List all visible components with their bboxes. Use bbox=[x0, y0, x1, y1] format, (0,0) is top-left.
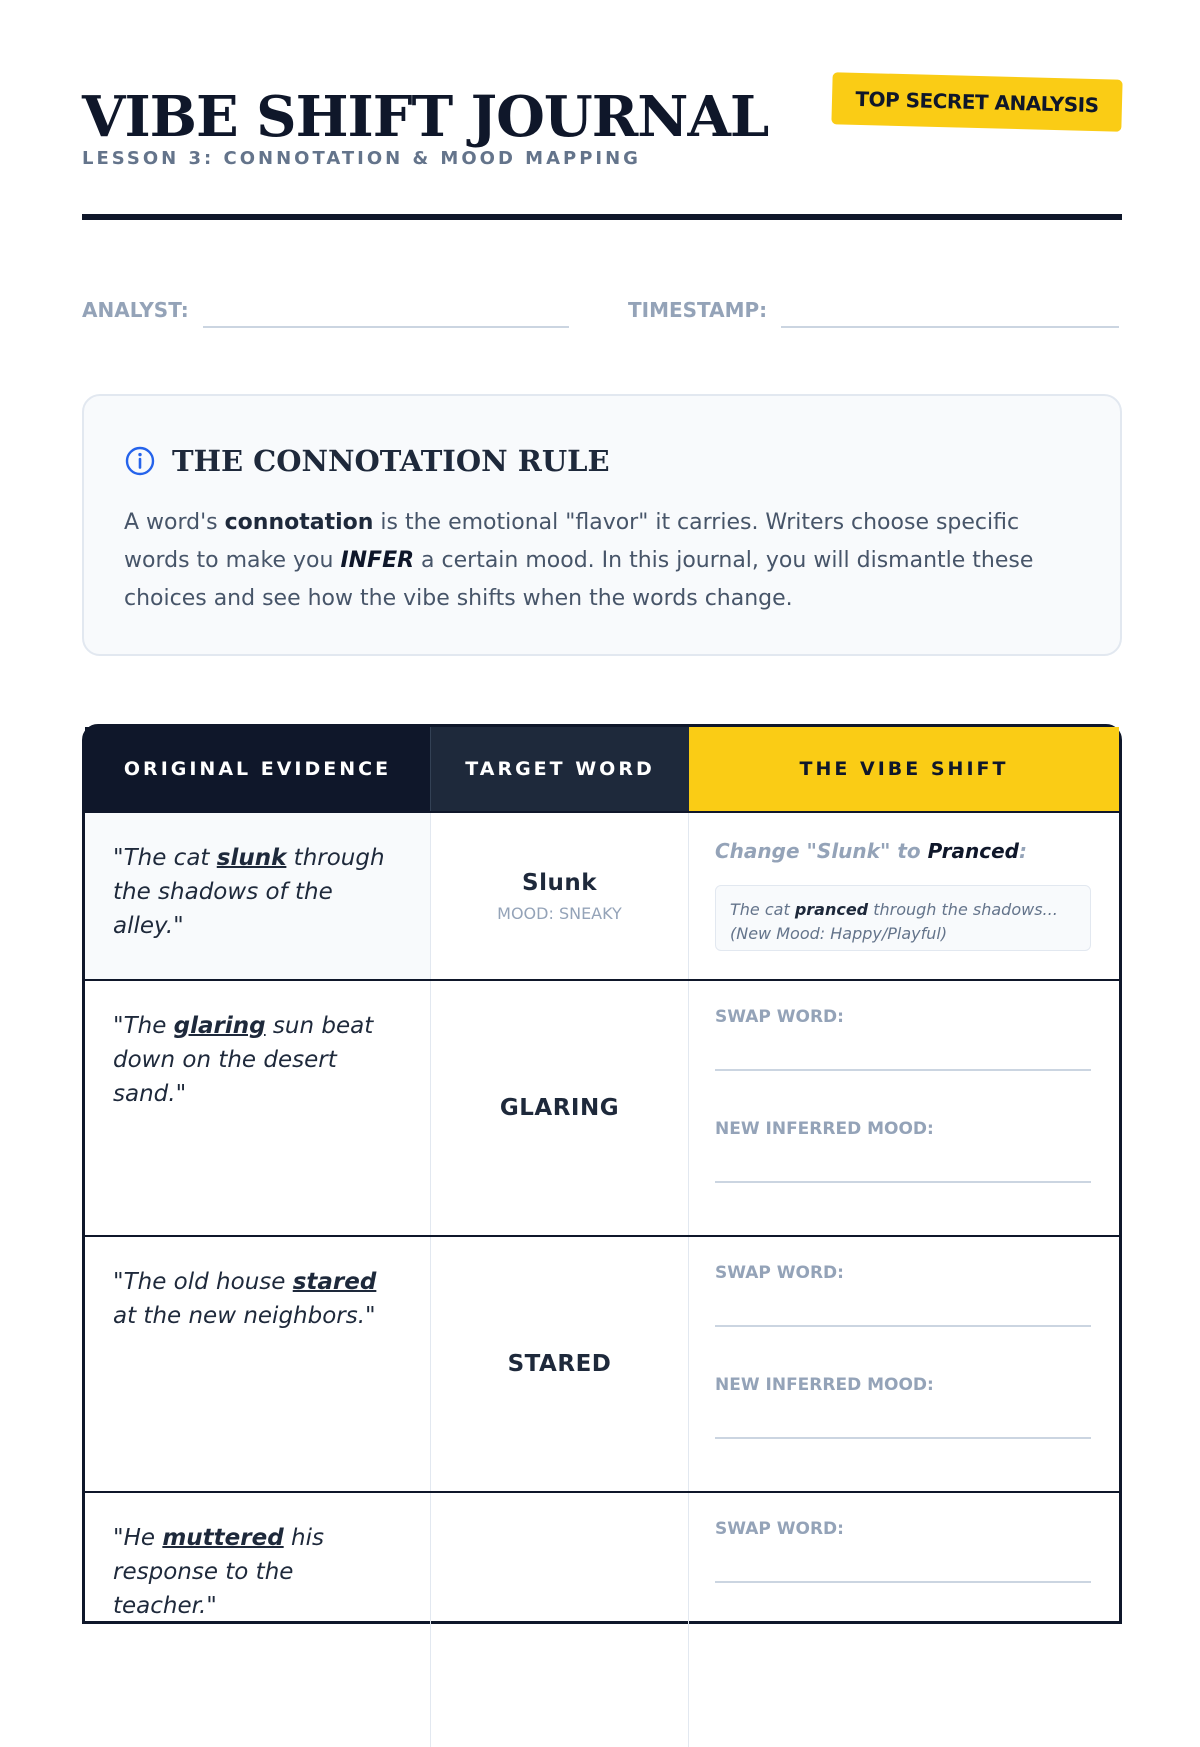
page-title: VIBE SHIFT JOURNAL bbox=[82, 84, 769, 150]
worksheet-page bbox=[82, 0, 1122, 1619]
swap-word-label: SWAP WORD: bbox=[715, 1519, 844, 1539]
table-row bbox=[85, 1235, 1119, 1491]
rule-title: THE CONNOTATION RULE bbox=[172, 444, 610, 478]
swap-word-input[interactable] bbox=[715, 1027, 1091, 1071]
target-cell bbox=[430, 981, 689, 1235]
header bbox=[82, 80, 1122, 220]
evidence-word: glaring bbox=[173, 1013, 266, 1039]
header-vibe-shift: THE VIBE SHIFT bbox=[689, 727, 1119, 811]
target-word: GLARING bbox=[499, 1095, 620, 1121]
vibe-shift-cell bbox=[689, 813, 1119, 979]
table-header bbox=[85, 727, 1119, 811]
analyst-input-line[interactable] bbox=[203, 288, 569, 328]
evidence-text: sun beat down on the desert sand." bbox=[113, 1013, 374, 1107]
example-instruction bbox=[715, 839, 1091, 863]
example-new-word: Pranced bbox=[927, 839, 1019, 863]
table-row bbox=[85, 979, 1119, 1235]
target-word: Slunk bbox=[522, 869, 597, 896]
info-icon bbox=[124, 445, 156, 477]
example-instruction-text: : bbox=[1019, 839, 1027, 863]
rule-body-text: is the emotional "flavor" it carries. Writers choose specific words to make you bbox=[124, 510, 1020, 573]
swap-word-input[interactable] bbox=[715, 1539, 1091, 1583]
example-answer-box bbox=[715, 885, 1091, 951]
evidence-text: "The old house bbox=[113, 1269, 293, 1295]
connotation-rule-box bbox=[82, 394, 1122, 656]
header-original-evidence: ORIGINAL EVIDENCE bbox=[85, 727, 430, 811]
evidence-cell bbox=[85, 981, 430, 1235]
new-mood-input[interactable] bbox=[715, 1395, 1091, 1439]
swap-word-label: SWAP WORD: bbox=[715, 1263, 844, 1283]
rule-body bbox=[124, 504, 1074, 618]
example-sentence bbox=[730, 898, 1076, 922]
rule-heading bbox=[124, 444, 610, 478]
evidence-cell bbox=[85, 1493, 430, 1747]
evidence-word: stared bbox=[292, 1269, 377, 1295]
example-new-mood: (New Mood: Happy/Playful) bbox=[730, 924, 948, 943]
evidence-text: through the shadows of the alley." bbox=[113, 845, 385, 939]
rule-body-infer: INFER bbox=[340, 548, 415, 573]
example-sentence-word: pranced bbox=[794, 900, 869, 919]
page-subtitle: LESSON 3: CONNOTATION & MOOD MAPPING bbox=[82, 148, 641, 169]
header-target-word: TARGET WORD bbox=[430, 727, 689, 811]
target-cell bbox=[430, 813, 689, 979]
swap-word-label: SWAP WORD: bbox=[715, 1007, 844, 1027]
target-word: STARED bbox=[507, 1351, 612, 1377]
timestamp-field bbox=[628, 288, 1122, 328]
example-sentence-text: The cat bbox=[730, 900, 795, 919]
timestamp-input-line[interactable] bbox=[781, 288, 1119, 328]
example-instruction-text: Change "Slunk" to bbox=[715, 839, 928, 863]
vibe-shift-cell bbox=[689, 1237, 1119, 1491]
evidence-text: "The bbox=[113, 1013, 174, 1039]
analyst-label: ANALYST: bbox=[82, 298, 189, 322]
example-row bbox=[85, 811, 1119, 979]
target-cell bbox=[430, 1237, 689, 1491]
vibe-shift-cell bbox=[689, 1493, 1119, 1747]
rule-body-text: a certain mood. In this journal, you will dismantle these choices and see how the vibe shifts when the words change. bbox=[124, 548, 1034, 611]
evidence-text: at the new neighbors." bbox=[113, 1303, 376, 1329]
evidence-word: slunk bbox=[216, 845, 287, 871]
rule-body-text: A word's bbox=[124, 510, 225, 535]
rule-body-bold: connotation bbox=[224, 510, 374, 535]
vibe-shift-cell bbox=[689, 981, 1119, 1235]
target-cell bbox=[430, 1493, 689, 1747]
vibe-shift-table bbox=[82, 724, 1122, 1624]
table-row bbox=[85, 1491, 1119, 1747]
timestamp-label: TIMESTAMP: bbox=[628, 298, 768, 322]
new-mood-input[interactable] bbox=[715, 1139, 1091, 1183]
evidence-cell bbox=[85, 1237, 430, 1491]
mood-tag: MOOD: SNEAKY bbox=[497, 903, 622, 923]
new-mood-label: NEW INFERRED MOOD: bbox=[715, 1375, 934, 1395]
new-mood-label: NEW INFERRED MOOD: bbox=[715, 1119, 934, 1139]
evidence-text: "The cat bbox=[113, 845, 217, 871]
analyst-field bbox=[82, 288, 574, 328]
evidence-text: "He bbox=[113, 1525, 163, 1551]
swap-word-input[interactable] bbox=[715, 1283, 1091, 1327]
example-sentence-text: through the shadows... bbox=[868, 900, 1058, 919]
top-secret-badge: TOP SECRET ANALYSIS bbox=[831, 72, 1122, 132]
header-divider bbox=[82, 214, 1122, 220]
evidence-cell bbox=[85, 813, 430, 979]
evidence-text: his response to the teacher." bbox=[113, 1525, 324, 1619]
evidence-word: muttered bbox=[162, 1525, 284, 1551]
